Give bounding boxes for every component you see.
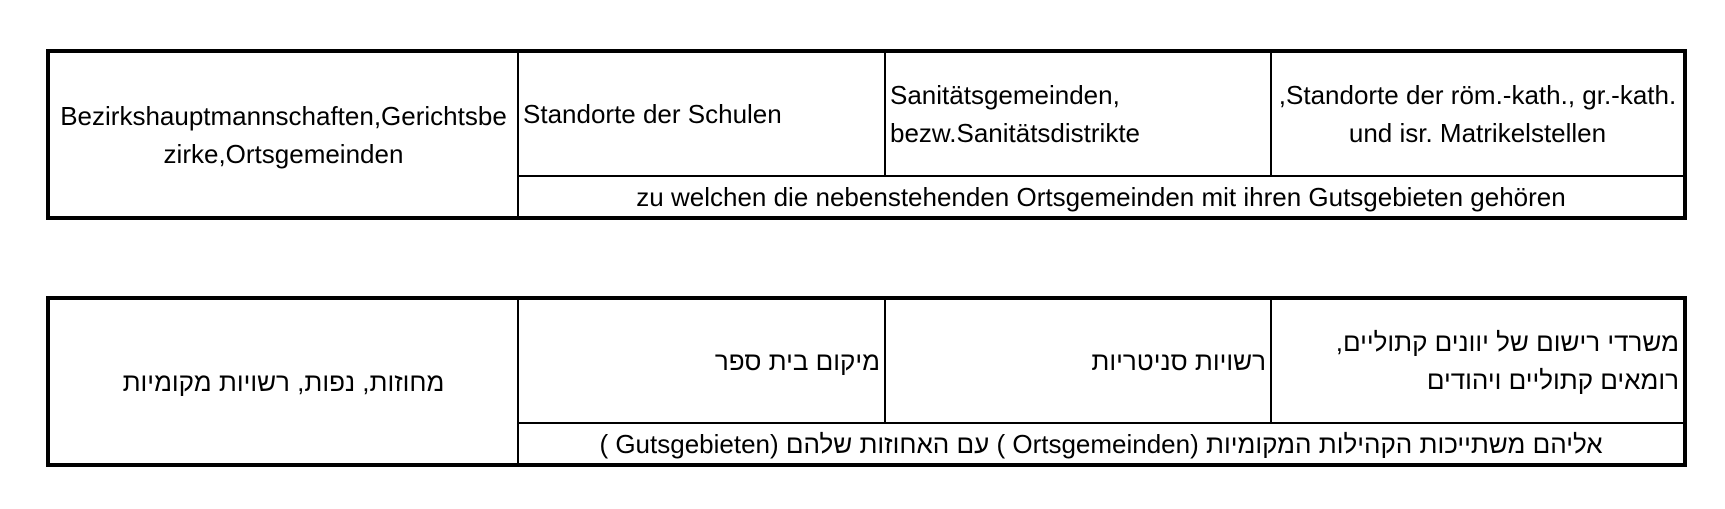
german-admin-cell: Bezirkshauptmannschaften,Gerichtsbezirke,Ortsgemeinden: [48, 51, 518, 218]
german-footer-cell: zu welchen die nebenstehenden Ortsgemeinden mit ihren Gutsgebieten gehören: [518, 176, 1685, 218]
hebrew-sanitary-cell: רשויות סניטריות: [885, 298, 1271, 423]
german-schools-cell: Standorte der Schulen: [518, 51, 885, 176]
hebrew-footer-cell: אליהם משתייכות הקהילות המקומיות (Ortsgemeinden ) עם האחוזות שלהם (Gutsgebieten ): [518, 423, 1685, 465]
hebrew-table: [46, 296, 1687, 467]
german-table: [46, 49, 1687, 220]
hebrew-registers-cell: משרדי רישום של יוונים קתוליים, רומאים קתוליים ויהודים: [1271, 298, 1685, 423]
german-sanitary-cell: Sanitätsgemeinden, bezw.Sanitätsdistrikte: [885, 51, 1271, 176]
hebrew-schools-cell: מיקום בית ספר: [518, 298, 885, 423]
german-header-row: [48, 51, 1685, 176]
hebrew-admin-cell: מחוזות, נפות, רשויות מקומיות: [48, 298, 518, 465]
german-registers-cell: ,Standorte der röm.-kath., gr.-kath. und isr. Matrikelstellen: [1271, 51, 1685, 176]
hebrew-header-row: [48, 298, 1685, 423]
